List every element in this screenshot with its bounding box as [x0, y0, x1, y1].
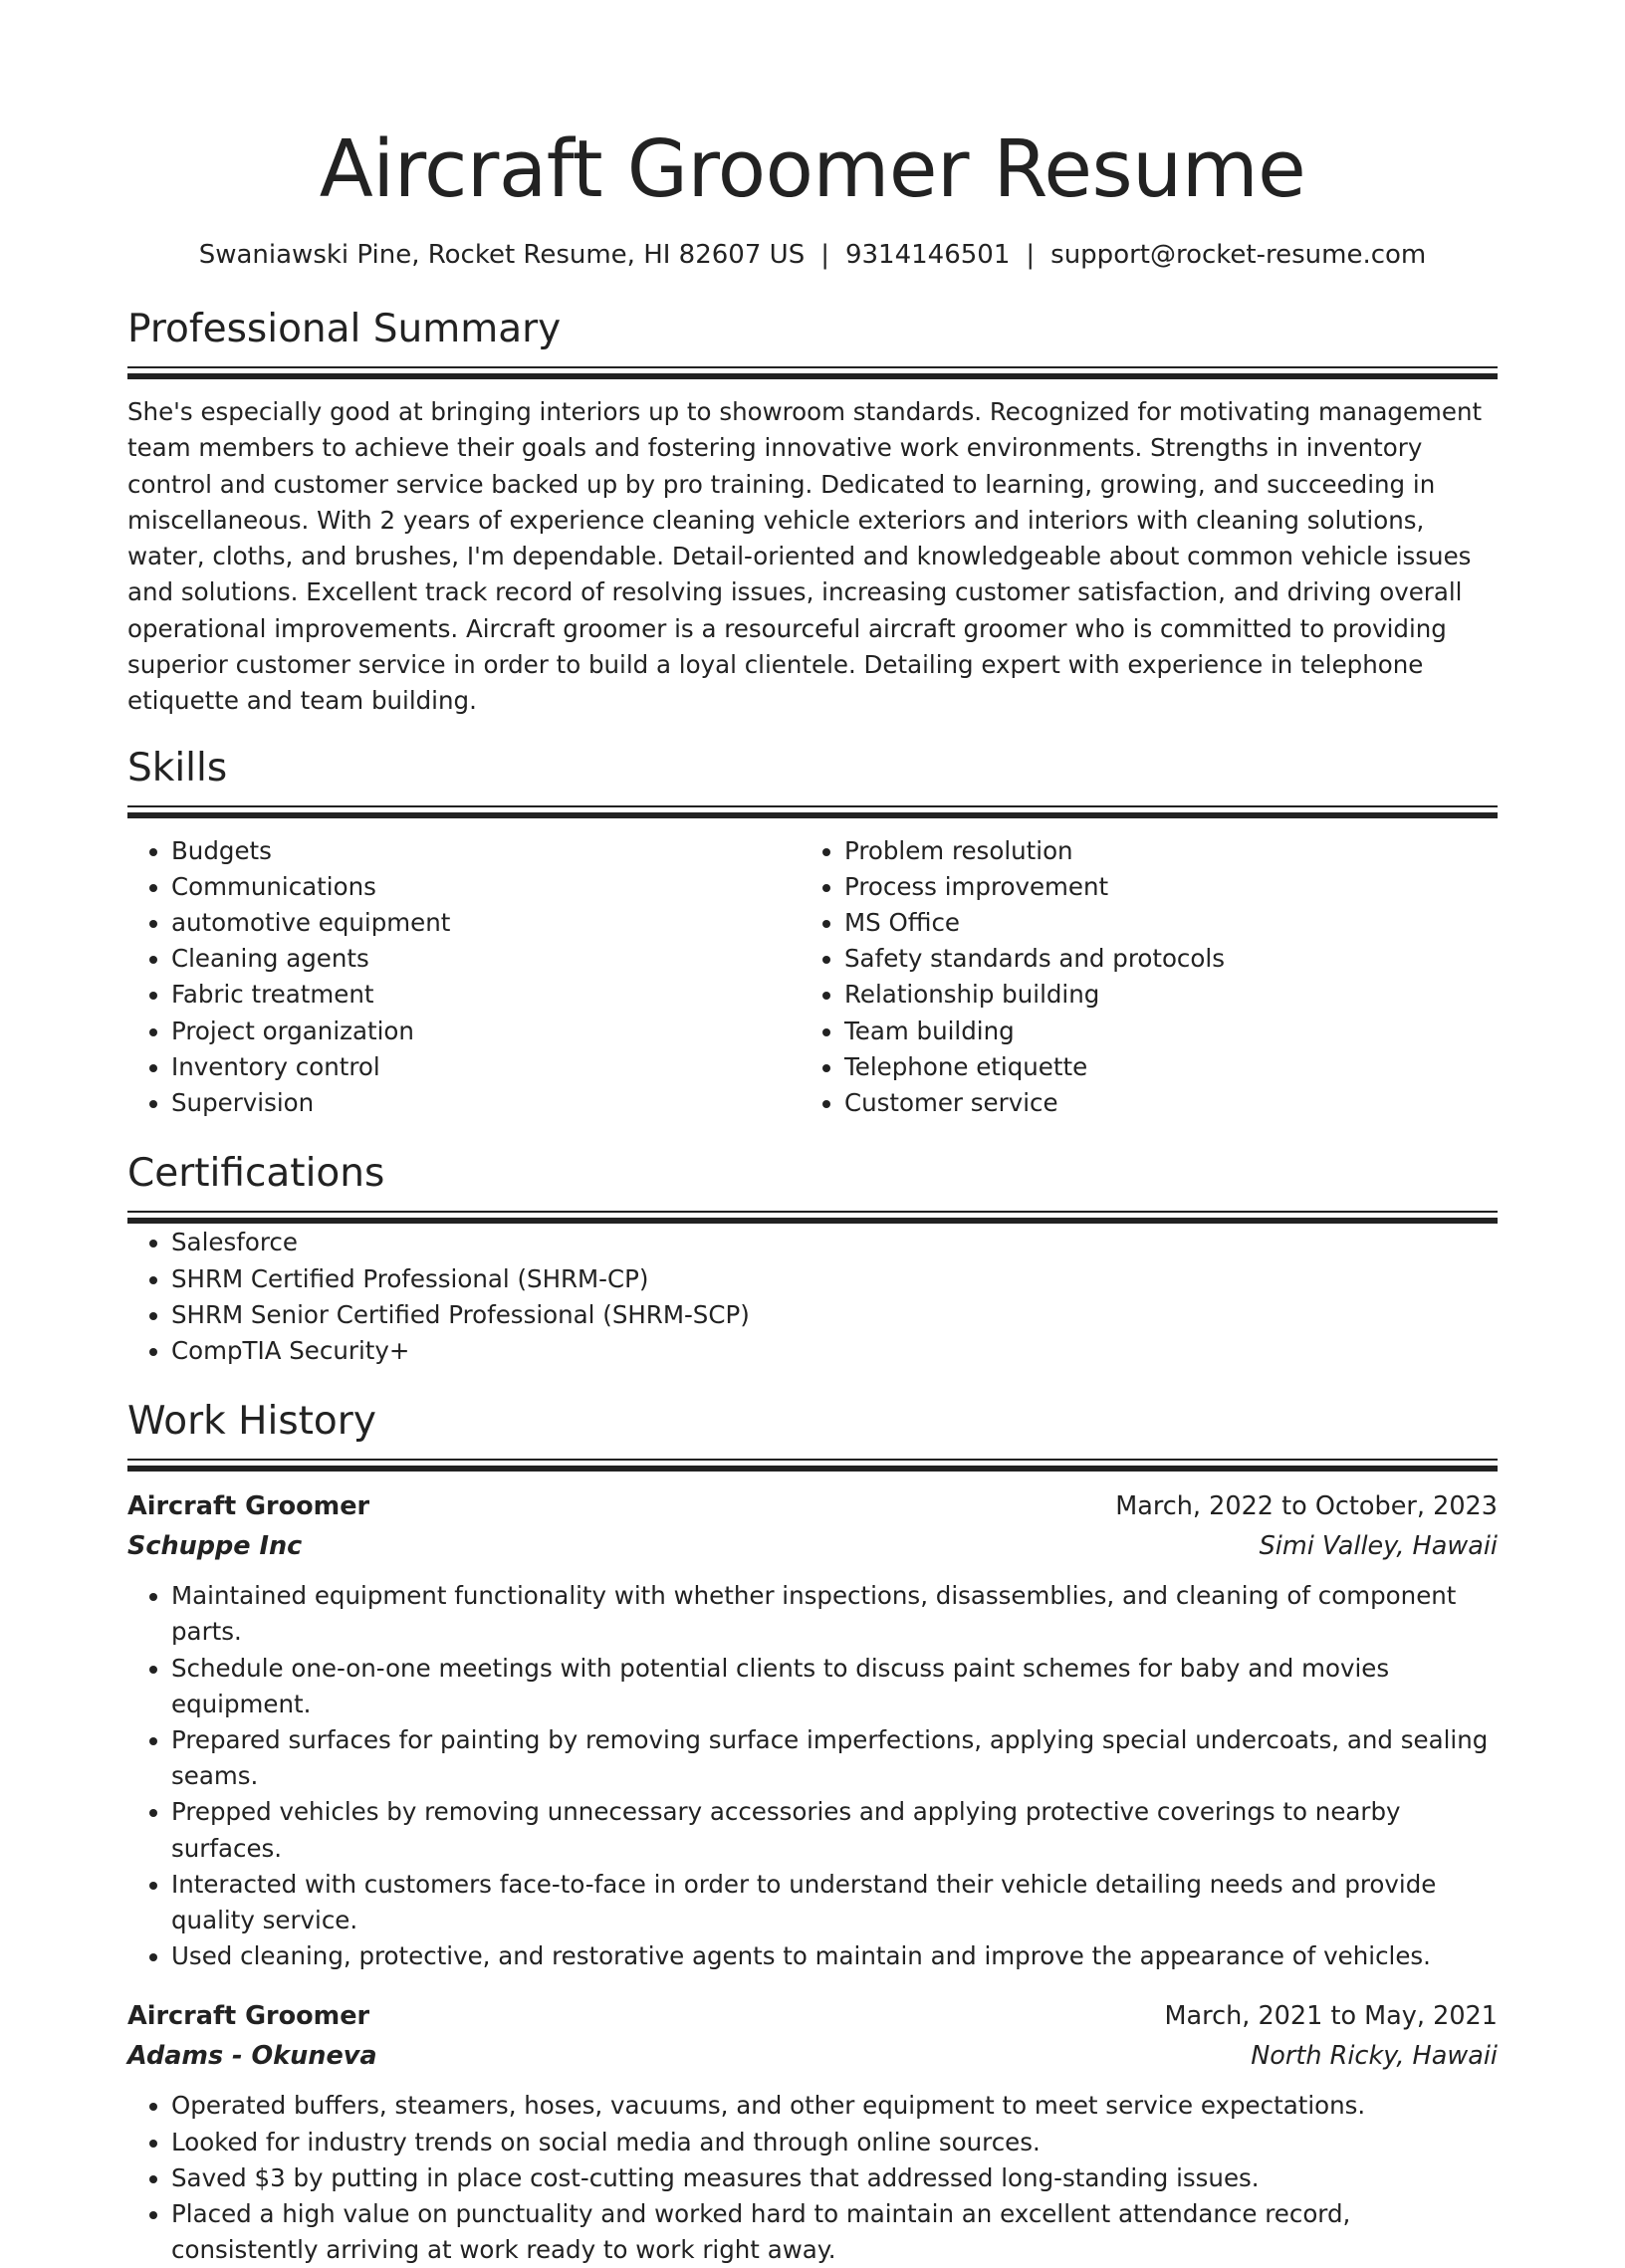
skills-grid: [127, 833, 1498, 1122]
job-bullet: • Prepped vehicles by removing unnecessary accessories and applying protective coverings to nearby surfaces.: [171, 1794, 1498, 1866]
skill-item: • Team building: [844, 1014, 1474, 1049]
job-company: Adams - Okuneva: [127, 2041, 377, 2072]
job-location: North Ricky, Hawaii: [1251, 2041, 1498, 2072]
job-subheader: [127, 1526, 1498, 1566]
certifications-list: [127, 1225, 1498, 1369]
skill-item: • MS Office: [844, 905, 1474, 941]
skill-item: • Supervision: [171, 1085, 801, 1121]
summary-text: She's especially good at bringing interiors up to showroom standards. Recognized for motivating management team members to achieve their goals and fostering innovative work environments. Strengths in inventory control and customer service backed up by pro training. Dedicated to learning, growing, and succeeding in miscellaneous. With 2 years of experience cleaning vehicle exteriors and interiors with cleaning solutions, water, cloths, and brushes, I'm dependable. Detail-oriented and knowledgeable about common vehicle issues and solutions. Excellent track record of resolving issues, increasing customer satisfaction, and driving overall operational improvements. Aircraft groomer is a resourceful aircraft groomer who is committed to providing superior customer service in order to build a loyal clientele. Detailing expert with experience in telephone etiquette and team building.: [127, 397, 1483, 716]
job-bullets: [127, 2088, 1498, 2268]
skill-item: • automotive equipment: [171, 905, 801, 941]
job-dates: March, 2022 to October, 2023: [1115, 1491, 1498, 1522]
job-subheader: [127, 2036, 1498, 2076]
job-header: [127, 1996, 1498, 2036]
skill-item: • Fabric treatment: [171, 977, 801, 1013]
certification-item: • Salesforce: [171, 1225, 1498, 1260]
skill-item: • Project organization: [171, 1014, 801, 1049]
job-dates: March, 2021 to May, 2021: [1164, 2001, 1498, 2032]
job-bullet: • Prepared surfaces for painting by removing surface imperfections, applying special undercoats, and sealing seams.: [171, 1722, 1498, 1794]
job-title: Aircraft Groomer: [127, 1491, 370, 1522]
job-bullet: • Operated buffers, steamers, hoses, vacuums, and other equipment to meet service expectations.: [171, 2088, 1498, 2124]
section-divider: [127, 1211, 1498, 1225]
certification-item: • SHRM Certified Professional (SHRM-CP): [171, 1261, 1498, 1297]
skill-item: • Problem resolution: [844, 833, 1474, 869]
contact-phone: 9314146501: [844, 240, 1011, 270]
job-entry: [127, 1996, 1498, 2268]
job-bullet: • Saved $3 by putting in place cost-cutting measures that addressed long-standing issues.: [171, 2160, 1498, 2196]
job-bullet: • Interacted with customers face-to-face in order to understand their vehicle detailing needs and provide quality service.: [171, 1867, 1498, 1938]
section-title-certifications: Certifications: [127, 1151, 385, 1197]
job-bullet: • Schedule one-on-one meetings with potential clients to discuss paint schemes for baby and movies equipment.: [171, 1651, 1498, 1722]
resume-title: Aircraft Groomer Resume: [319, 123, 1306, 215]
resume-page: [127, 0, 1498, 2268]
section-title-skills: Skills: [127, 745, 228, 791]
certification-item: • CompTIA Security+: [171, 1333, 1498, 1369]
skill-item: • Customer service: [844, 1085, 1474, 1121]
skill-item: • Telephone etiquette: [844, 1049, 1474, 1085]
skills-list-left: [127, 833, 801, 1122]
skill-item: • Process improvement: [844, 869, 1474, 905]
job-company: Schuppe Inc: [127, 1531, 303, 1562]
work-history-section: [127, 1395, 1498, 2268]
skills-section: [127, 742, 1498, 1122]
certification-item: • SHRM Senior Certified Professional (SHRM-SCP): [171, 1297, 1498, 1333]
summary-section: [127, 303, 1498, 720]
contact-email: support@rocket-resume.com: [1050, 240, 1427, 270]
certifications-section: [127, 1147, 1498, 1369]
section-title-summary: Professional Summary: [127, 307, 562, 351]
job-bullet: • Looked for industry trends on social media and through online sources.: [171, 2125, 1498, 2160]
contact-separator: |: [1026, 240, 1036, 270]
section-divider: [127, 1459, 1498, 1473]
skill-item: • Inventory control: [171, 1049, 801, 1085]
job-header: [127, 1486, 1498, 1526]
section-divider: [127, 805, 1498, 819]
section-divider: [127, 366, 1498, 380]
skills-list-right: [801, 833, 1474, 1122]
contact-separator: |: [820, 240, 829, 270]
skill-item: • Communications: [171, 869, 801, 905]
job-location: Simi Valley, Hawaii: [1259, 1531, 1498, 1562]
skill-item: • Budgets: [171, 833, 801, 869]
skill-item: • Cleaning agents: [171, 941, 801, 977]
contact-address: Swaniawski Pine, Rocket Resume, HI 82607 US: [198, 240, 806, 270]
contact-line: [127, 237, 1498, 273]
job-title: Aircraft Groomer: [127, 2001, 370, 2032]
job-bullet: • Placed a high value on punctuality and worked hard to maintain an excellent attendance record, consistently arriving at work ready to work right away.: [171, 2196, 1498, 2268]
skill-item: • Relationship building: [844, 977, 1474, 1013]
job-bullet: • Used cleaning, protective, and restorative agents to maintain and improve the appearance of vehicles.: [171, 1938, 1498, 1974]
section-title-work-history: Work History: [127, 1399, 376, 1445]
job-entry: [127, 1486, 1498, 1974]
job-bullets: [127, 1578, 1498, 1974]
job-bullet: • Maintained equipment functionality with whether inspections, disassemblies, and cleaning of component parts.: [171, 1578, 1498, 1650]
skill-item: • Safety standards and protocols: [844, 941, 1474, 977]
